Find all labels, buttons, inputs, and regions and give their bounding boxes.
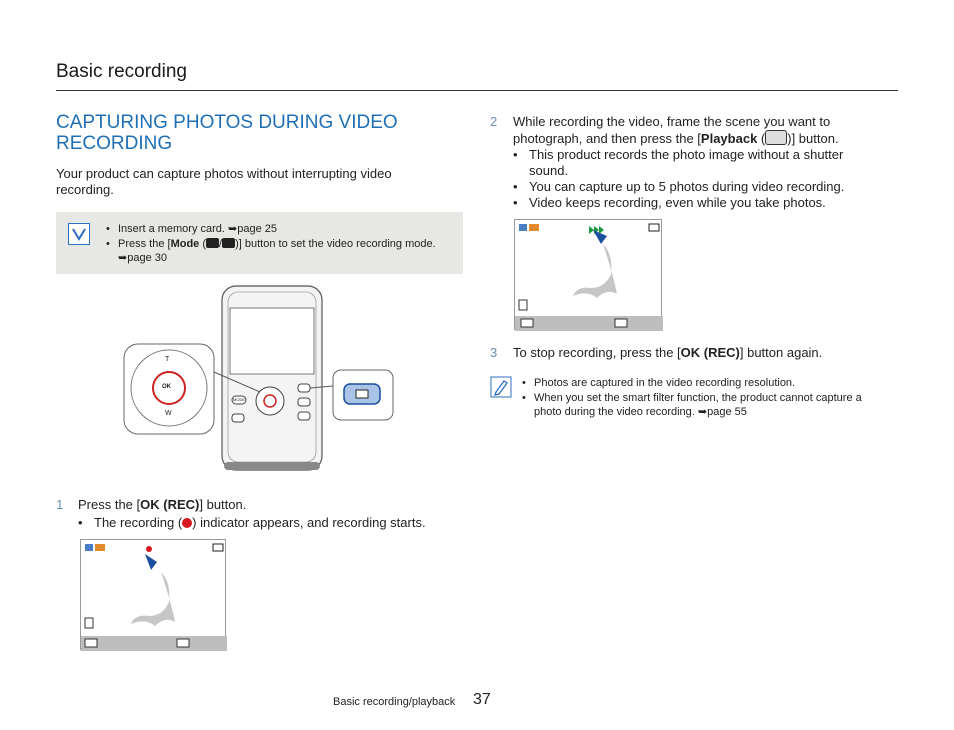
note-list-top [106,222,446,266]
screen-capturing-photo [514,219,662,330]
record-indicator-icon [182,518,192,528]
step-2-bullet: • Video keeps recording, even while you take photos. [513,195,880,211]
photo-camera-icon [222,238,235,248]
step-2 [490,114,880,211]
page-number: 37 [473,691,491,708]
step-2-text: While recording the video, frame the scene you want to photograph, and then press the [Playback ( )] button. [513,114,839,146]
footer-label: Basic recording/playback [333,696,456,708]
step-2-bullets [513,147,880,211]
step-1 [56,497,456,531]
note-icon [68,223,90,245]
note-list-bottom [522,376,892,420]
dial-label-ok: OK [162,384,171,390]
note-item: • When you set the smart filter function, the product cannot capture a photo during the video recording. ➥page 55 [522,391,892,419]
step-2-bullet: • You can capture up to 5 photos during video recording. [513,179,880,195]
note-item: • Insert a memory card. ➥page 25 [106,222,446,236]
mode-label: MODE [233,397,245,402]
note-box-bottom [490,372,890,422]
note-item: • Press the [Mode ( / )] button to set the video recording mode. ➥page 30 [106,237,446,265]
dial-label-t: T [165,356,170,363]
step-1-bullets [78,515,456,531]
step-3-text: To stop recording, press the [OK (REC)] button again. [513,345,823,360]
screen-content [515,220,663,331]
step-2-number: 2 [490,114,498,129]
screen-recording-start [80,539,226,650]
note-box-top [56,212,463,274]
step-1-bullet: • The recording ( ) indicator appears, and recording starts. [78,515,456,531]
camera-illustration [120,284,400,474]
screen-content [81,540,227,651]
video-camera-icon [206,238,219,248]
header-rule [56,90,898,91]
intro-text: Your product can capture photos without interrupting video recording. [56,166,392,197]
note-item: • Photos are captured in the video recording resolution. [522,376,892,390]
playback-button-icon [765,130,787,145]
step-3 [490,345,890,361]
step-1-text: Press the [OK (REC)] button. [78,497,247,512]
step-3-number: 3 [490,345,498,360]
step-1-number: 1 [56,497,64,512]
pencil-note-icon [490,376,512,398]
camera-diagram [120,284,400,474]
section-title: Basic recording [56,61,187,82]
page-heading: CAPTURING PHOTOS DURING VIDEO RECORDING [56,112,398,154]
dial-label-w: W [165,410,172,417]
step-2-bullet: • This product records the photo image without a shutter sound. [513,147,880,179]
